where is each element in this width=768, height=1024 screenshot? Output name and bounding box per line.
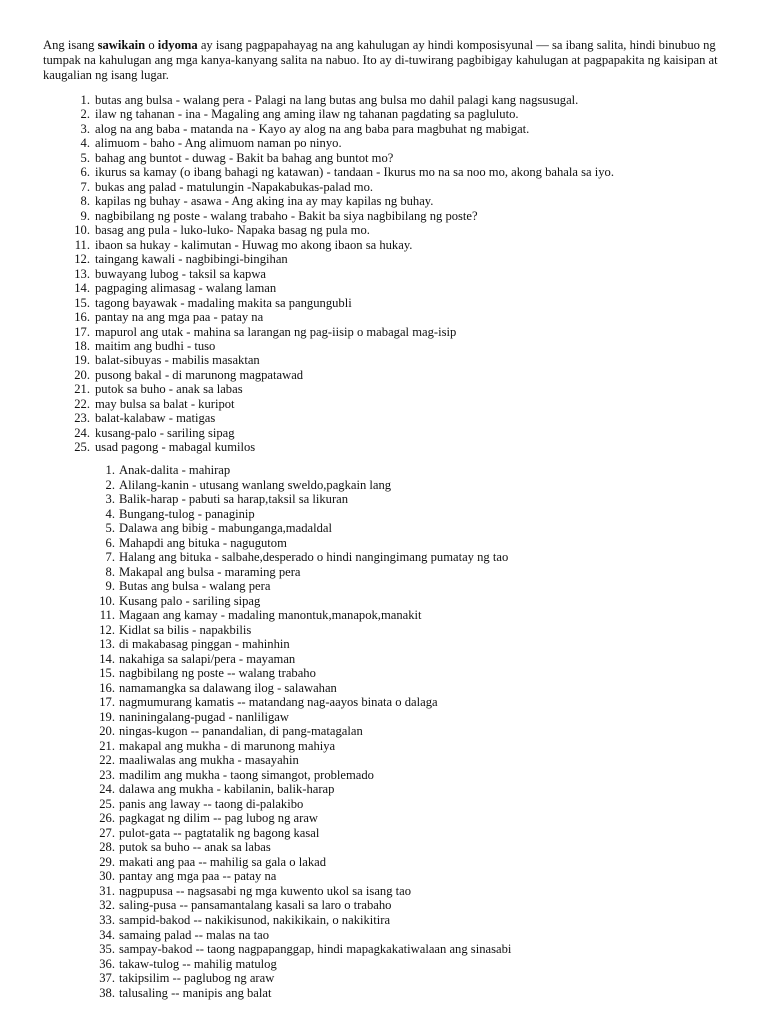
item-text: namamangka sa dalawang ilog - salawahan [119,680,337,695]
list-item [90,710,511,725]
item-text: dalawa ang mukha - kabilanin, balik-harap [119,782,335,797]
item-number: 25. [99,796,115,811]
item-text: kusang-palo - sariling sipag [95,425,235,440]
list-item [90,536,511,551]
item-text: Alilang-kanin - utusang wanlang sweldo,pagkain lang [119,477,392,492]
item-number: 20. [74,367,90,382]
item-number: 11. [99,608,115,623]
item-text: panis ang laway -- taong di-palakibo [119,796,304,811]
item-text: ilaw ng tahanan - ina - Magaling ang aming ilaw ng tahanan pagdating sa pagluluto. [95,107,519,122]
item-number: 23. [99,767,115,782]
item-text: Kidlat sa bilis - napakbilis [119,622,252,637]
item-text: pantay ang mga paa -- patay na [119,869,277,884]
item-number: 17. [74,324,90,339]
item-number: 6. [105,535,115,550]
item-number: 38. [99,985,115,1000]
item-text: samaing palad -- malas na tao [119,927,270,942]
item-number: 16. [74,310,90,325]
item-text: balat-kalabaw - matigas [95,411,216,426]
list-item [90,739,511,754]
item-text: usad pagong - mabagal kumilos [95,440,256,455]
item-number: 18. [74,338,90,353]
item-text: pulot-gata -- pagtatalik ng bagong kasal [119,825,320,840]
item-text: alog na ang baba - matanda na - Kayo ay alog na ang baba para magbuhat ng mabigat. [95,121,530,136]
list-item [90,797,511,812]
list-item [90,724,511,739]
list-item [90,782,511,797]
item-text: maaliwalas ang mukha - masayahin [119,753,299,768]
item-number: 22. [74,396,90,411]
list-item [66,325,614,339]
item-number: 19. [99,709,115,724]
list-item [90,695,511,710]
item-text: bukas ang palad - matulungin -Napakabukas-palad mo. [95,179,374,194]
item-number: 20. [99,724,115,739]
item-text: ibaon sa hukay - kalimutan - Huwag mo akong ibaon sa hukay. [95,237,413,252]
list-item [66,223,614,237]
list-item [90,681,511,696]
item-text: madilim ang mukha - taong simangot, problemado [119,767,374,782]
idiom-list-meanings [90,463,511,1000]
item-text: ikurus sa kamay (o ibang bahagi ng katawan) - tandaan - Ikurus mo na sa noo mo, akong bahala sa iyo. [95,165,614,180]
item-text: Halang ang bituka - salbahe,desperado o hindi nangingimang pumatay ng tao [119,550,509,565]
item-text: makapal ang mukha - di marunong mahiya [119,738,336,753]
list-item [90,463,511,478]
item-number: 5. [80,150,90,165]
item-text: Anak-dalita - mahirap [119,463,231,477]
item-number: 9. [105,579,115,594]
item-number: 19. [74,353,90,368]
item-number: 12. [99,622,115,637]
list-item [66,397,614,411]
list-item [66,296,614,310]
list-item [66,310,614,324]
item-text: talusaling -- manipis ang balat [119,985,272,1000]
item-number: 13. [74,266,90,281]
item-text: taingang kawali - nagbibingi-bingihan [95,252,288,267]
item-text: saling-pusa -- pansamantalang kasali sa laro o trabaho [119,898,392,913]
item-text: Bungang-tulog - panaginip [119,506,255,521]
list-item [66,267,614,281]
list-item [66,281,614,295]
intro-text-2: o [145,38,158,52]
item-text: Makapal ang bulsa - maraming pera [119,564,301,579]
list-item [66,339,614,353]
item-text: Mahapdi ang bituka - nagugutom [119,535,287,550]
item-number: 31. [99,883,115,898]
list-item [66,368,614,382]
list-item [90,594,511,609]
list-item [90,507,511,522]
item-number: 1. [80,93,90,107]
intro-text-1: Ang isang [43,38,98,52]
item-number: 12. [74,252,90,267]
item-text: putok sa buho - anak sa labas [95,382,243,397]
item-text: Dalawa ang bibig - mabunganga,madaldal [119,521,332,536]
item-number: 32. [99,898,115,913]
item-text: nagpupusa -- nagsasabi ng mga kuwento ukol sa isang tao [119,883,412,898]
item-text: nagbibilang ng poste - walang trabaho - Bakit ba siya nagbibilang ng poste? [95,208,478,223]
item-text: naniningalang-pugad - nanliligaw [119,709,289,724]
item-text: butas ang bulsa - walang pera - Palagi na lang butas ang bulsa mo dahil palagi kang nagsusugal. [95,93,579,107]
item-text: kapilas ng buhay - asawa - Ang aking ina ay may kapilas ng buhay. [95,194,434,209]
item-text: sampid-bakod -- nakikisunod, nakikikain, o nakikitira [119,912,391,927]
item-number: 30. [99,869,115,884]
item-number: 26. [99,811,115,826]
item-text: Magaan ang kamay - madaling manontuk,manapok,manakit [119,608,422,623]
intro-paragraph [43,38,733,83]
item-number: 14. [99,651,115,666]
item-text: tagong bayawak - madaling makita sa pangungubli [95,295,352,310]
list-item [90,623,511,638]
list-item [90,579,511,594]
item-text: takaw-tulog -- mahilig matulog [119,956,277,971]
item-text: bahag ang buntot - duwag - Bakit ba bahag ang buntot mo? [95,150,394,165]
list-item [66,426,614,440]
item-number: 22. [99,753,115,768]
item-number: 15. [99,666,115,681]
item-number: 4. [80,136,90,151]
item-number: 5. [105,521,115,536]
list-item [90,971,511,986]
list-item [90,957,511,972]
item-number: 33. [99,912,115,927]
item-number: 29. [99,854,115,869]
list-item [90,913,511,928]
item-number: 11. [74,237,90,252]
list-item [66,238,614,252]
item-number: 36. [99,956,115,971]
item-text: di makabasag pinggan - mahinhin [119,637,290,652]
item-number: 9. [80,208,90,223]
list-item [66,194,614,208]
item-text: takipsilim -- paglubog ng araw [119,971,275,986]
item-number: 8. [80,194,90,209]
list-item [66,440,614,454]
term-sawikain: sawikain [97,38,146,52]
list-item [90,753,511,768]
item-text: may bulsa sa balat - kuripot [95,396,235,411]
item-number: 27. [99,825,115,840]
list-item [90,666,511,681]
list-item [90,521,511,536]
item-text: pagkagat ng dilim -- pag lubog ng araw [119,811,318,826]
item-text: mapurol ang utak - mahina sa larangan ng pag-iisip o mabagal mag-isip [95,324,457,339]
list-item [90,492,511,507]
list-item [66,122,614,136]
intro-text-3: ay isang pagpapahayag na ang kahulugan ay hindi komposisyunal — sa ibang salita, hindi binubuo ng tumpak na kahulugan ang mga kanya-kanyang salita na nabuo. Ito ay di-tuwirang pagbibigay kahulugan at pagpapakita ng kaisipan at kaugalian ng isang lugar. [43,38,718,82]
item-number: 24. [74,425,90,440]
item-number: 10. [74,223,90,238]
list-item [66,136,614,150]
list-item [90,855,511,870]
list-item [66,165,614,179]
item-number: 25. [74,440,90,455]
item-number: 14. [74,281,90,296]
item-number: 7. [105,550,115,565]
item-number: 1. [105,463,115,477]
list-item [90,478,511,493]
item-text: pantay na ang mga paa - patay na [95,310,264,325]
item-text: alimuom - baho - Ang alimuom naman po ninyo. [95,136,342,151]
item-text: balat-sibuyas - mabilis masaktan [95,353,260,368]
term-idyoma: idyoma [157,38,198,52]
item-number: 4. [105,506,115,521]
item-number: 24. [99,782,115,797]
item-number: 16. [99,680,115,695]
item-text: ningas-kugon -- panandalian, di pang-matagalan [119,724,363,739]
item-number: 17. [99,695,115,710]
item-number: 28. [99,840,115,855]
list-item [90,768,511,783]
item-number: 3. [80,121,90,136]
item-text: makati ang paa -- mahilig sa gala o lakad [119,854,327,869]
list-item [90,986,511,1001]
item-number: 34. [99,927,115,942]
item-number: 8. [105,564,115,579]
item-text: sampay-bakod -- taong nagpapanggap, hindi mapagkakatiwalaan ang sinasabi [119,942,512,957]
item-text: pagpaging alimasag - walang laman [95,281,277,296]
list-item [90,942,511,957]
item-number: 2. [105,477,115,492]
item-number: 35. [99,942,115,957]
list-item [90,637,511,652]
item-text: nagbibilang ng poste -- walang trabaho [119,666,316,681]
list-item [90,928,511,943]
item-number: 3. [105,492,115,507]
item-number: 21. [74,382,90,397]
item-text: basag ang pula - luko-luko- Napaka basag ng pula mo. [95,223,370,238]
list-item [66,107,614,121]
item-text: maitim ang budhi - tuso [95,338,216,353]
item-number: 13. [99,637,115,652]
item-number: 6. [80,165,90,180]
list-item [66,209,614,223]
item-text: nagmumurang kamatis -- matandang nag-aayos binata o dalaga [119,695,438,710]
list-item [90,898,511,913]
idiom-list-with-examples [66,93,614,455]
item-number: 2. [80,107,90,122]
list-item [90,884,511,899]
list-item [90,652,511,667]
item-text: putok sa buho -- anak sa labas [119,840,271,855]
list-item [66,93,614,107]
list-item [66,252,614,266]
item-number: 7. [80,179,90,194]
item-text: Butas ang bulsa - walang pera [119,579,271,594]
list-item [90,811,511,826]
item-number: 37. [99,971,115,986]
item-text: Balik-harap - pabuti sa harap,taksil sa likuran [119,492,349,507]
list-item [66,353,614,367]
item-number: 15. [74,295,90,310]
item-text: Kusang palo - sariling sipag [119,593,261,608]
list-item [90,608,511,623]
item-text: pusong bakal - di marunong magpatawad [95,367,304,382]
item-text: nakahiga sa salapi/pera - mayaman [119,651,296,666]
item-text: buwayang lubog - taksil sa kapwa [95,266,267,281]
list-item [66,151,614,165]
item-number: 23. [74,411,90,426]
list-item [90,565,511,580]
list-item [90,826,511,841]
list-item [90,550,511,565]
list-item [66,382,614,396]
list-item [90,840,511,855]
list-item [66,180,614,194]
item-number: 10. [99,593,115,608]
list-item [90,869,511,884]
list-item [66,411,614,425]
item-number: 21. [99,738,115,753]
